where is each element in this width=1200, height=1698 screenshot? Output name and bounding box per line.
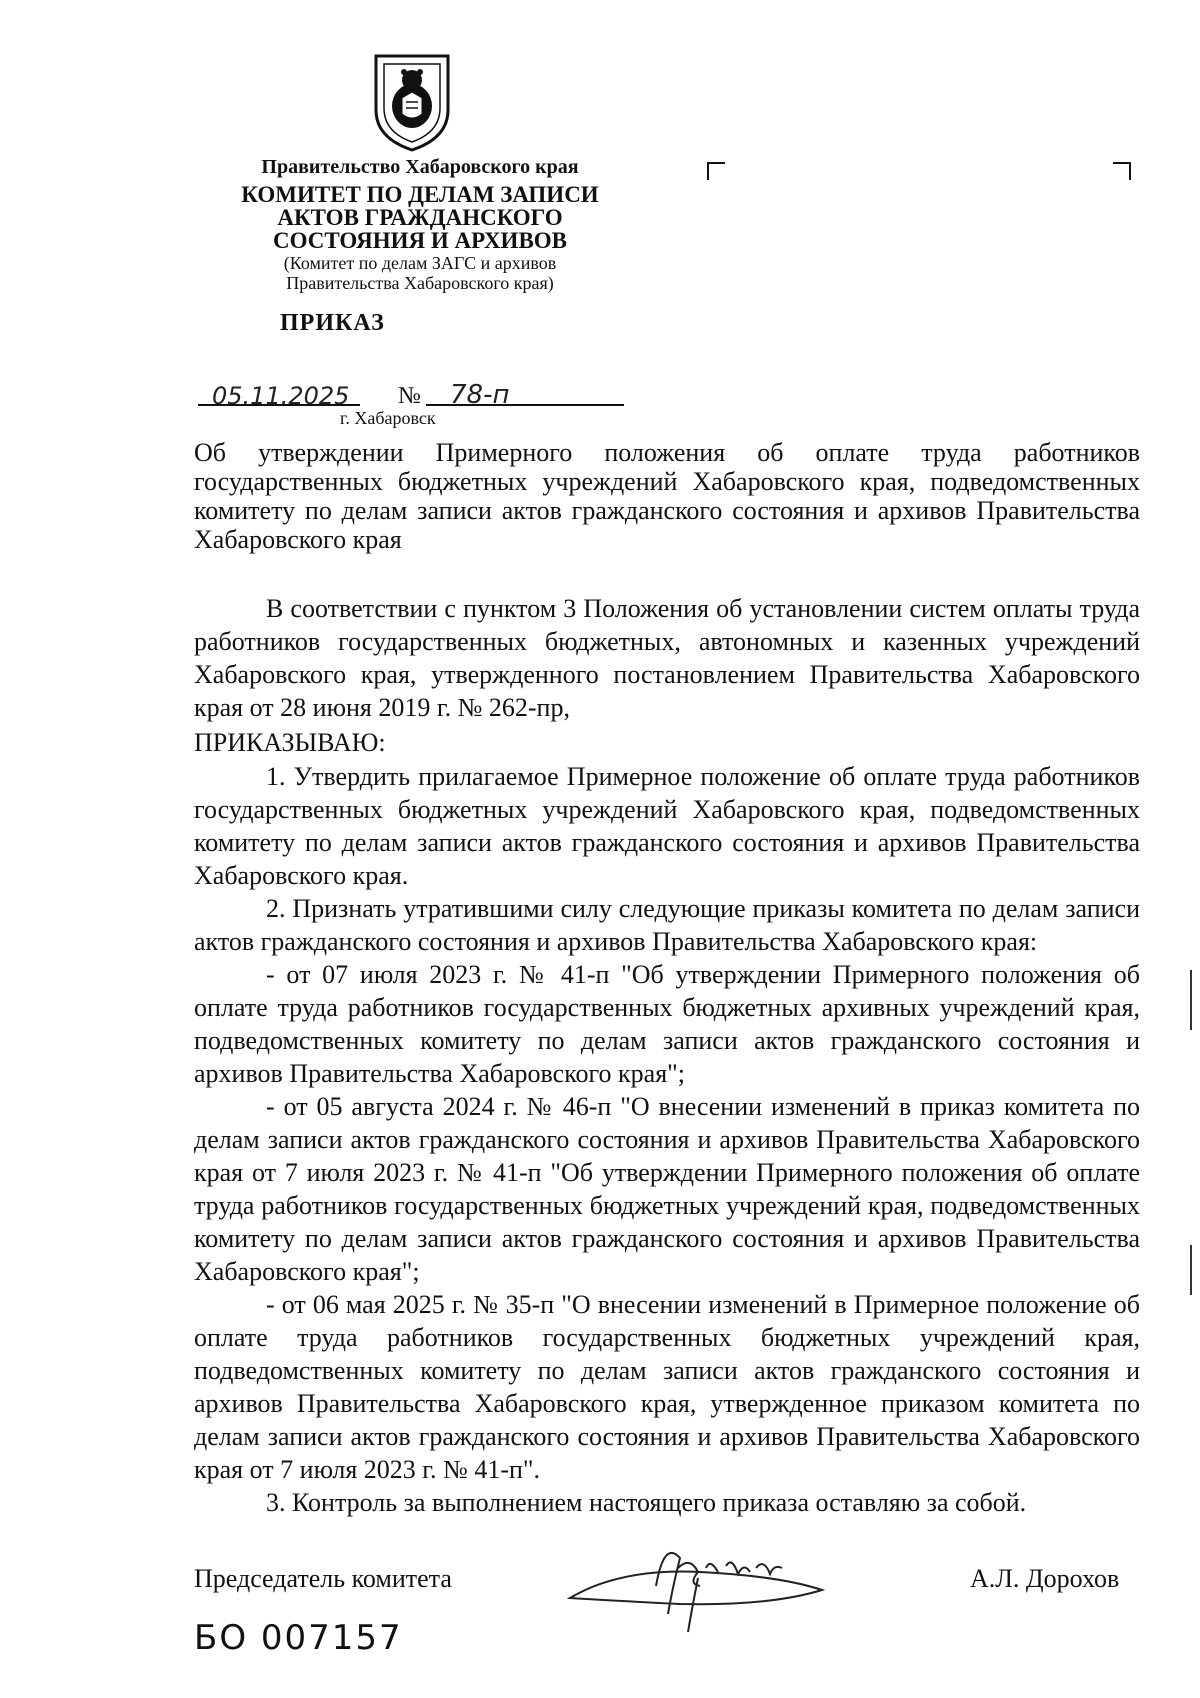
short-name-line: (Комитет по делам ЗАГС и архивов	[283, 253, 557, 273]
order-item: - от 07 июля 2023 г. № 41-п "Об утверждении Примерного положения об оплате труда работников государственных бюджетных архивных учреждений края, подведомственных комитету по делам записи актов гражданского состояния и архивов Правительства Хабаровского края";	[194, 960, 1140, 1088]
scan-edge-mark	[1190, 970, 1192, 1030]
address-corner-left	[707, 162, 725, 180]
order-title: Об утверждении Примерного положения об оплате труда работников государственных бюджетных учреждений Хабаровского края, подведомственных комитету по делам записи актов гражданского состояния и архивов Правительства Хабаровского края	[194, 438, 1140, 554]
order-item: 3. Контроль за выполнением настоящего приказа оставляю за собой.	[266, 1488, 1027, 1517]
committee-name	[190, 183, 650, 252]
address-corner-right	[1113, 162, 1131, 180]
number-sign: №	[398, 383, 421, 409]
coat-of-arms-emblem	[370, 52, 454, 152]
signatory-name: А.Л. Дорохов	[970, 1564, 1120, 1593]
handwritten-signature	[560, 1528, 840, 1638]
committee-line: АКТОВ ГРАЖДАНСКОГО	[277, 205, 563, 230]
order-items	[194, 760, 1140, 1519]
signatory-position: Председатель комитета	[194, 1564, 452, 1593]
government-name: Правительство Хабаровского края	[261, 156, 579, 178]
order-item: - от 06 мая 2025 г. № 35-п "О внесении изменений в Примерное положение об оплате труда работников государственных бюджетных учреждений края, подведомственных комитету по делам записи актов гражданского состояния и архивов Правительства Хабаровского края, утвержденное приказом комитета по делам записи актов гражданского состояния и архивов Правительства Хабаровского края от 7 июля 2023 г. № 41-п".	[194, 1290, 1140, 1484]
order-number: 78-п	[450, 380, 510, 410]
committee-line: СОСТОЯНИЯ И АРХИВОВ	[272, 228, 568, 253]
order-item: - от 05 августа 2024 г. № 46-п "О внесении изменений в приказ комитета по делам записи актов гражданского состояния и архивов Правительства Хабаровского края от 7 июля 2023 г. № 41-п "Об утверждении Примерного положения об оплате труда работников государственных бюджетных учреждений края, подведомственных комитету по делам записи актов гражданского состояния и архивов Правительства Хабаровского края";	[194, 1092, 1140, 1286]
document-type: ПРИКАЗ	[280, 310, 385, 336]
city: г. Хабаровск	[340, 408, 436, 428]
order-item: 2. Признать утратившими силу следующие приказы комитета по делам записи актов гражданского состояния и архивов Правительства Хабаровского края:	[194, 894, 1140, 956]
order-word: ПРИКАЗЫВАЮ:	[194, 728, 386, 757]
short-name-line: Правительства Хабаровского края)	[286, 273, 554, 293]
committee-short-name	[190, 253, 650, 293]
committee-line: КОМИТЕТ ПО ДЕЛАМ ЗАПИСИ	[241, 182, 599, 207]
scan-edge-mark	[1190, 1245, 1192, 1295]
order-date: 05.11.2025	[212, 382, 350, 410]
serial-number: БО 007157	[194, 1618, 403, 1658]
preamble: В соответствии с пунктом 3 Положения об установлении систем оплаты труда работников государственных бюджетных, автономных и казенных учреждений Хабаровского края, утвержденного постановлением Правительства Хабаровского края от 28 июня 2019 г. № 262-пр,	[194, 594, 1140, 722]
order-item: 1. Утвердить прилагаемое Примерное положение об оплате труда работников государственных бюджетных учреждений Хабаровского края, подведомственных комитету по делам записи актов гражданского состояния и архивов Правительства Хабаровского края.	[194, 762, 1140, 890]
